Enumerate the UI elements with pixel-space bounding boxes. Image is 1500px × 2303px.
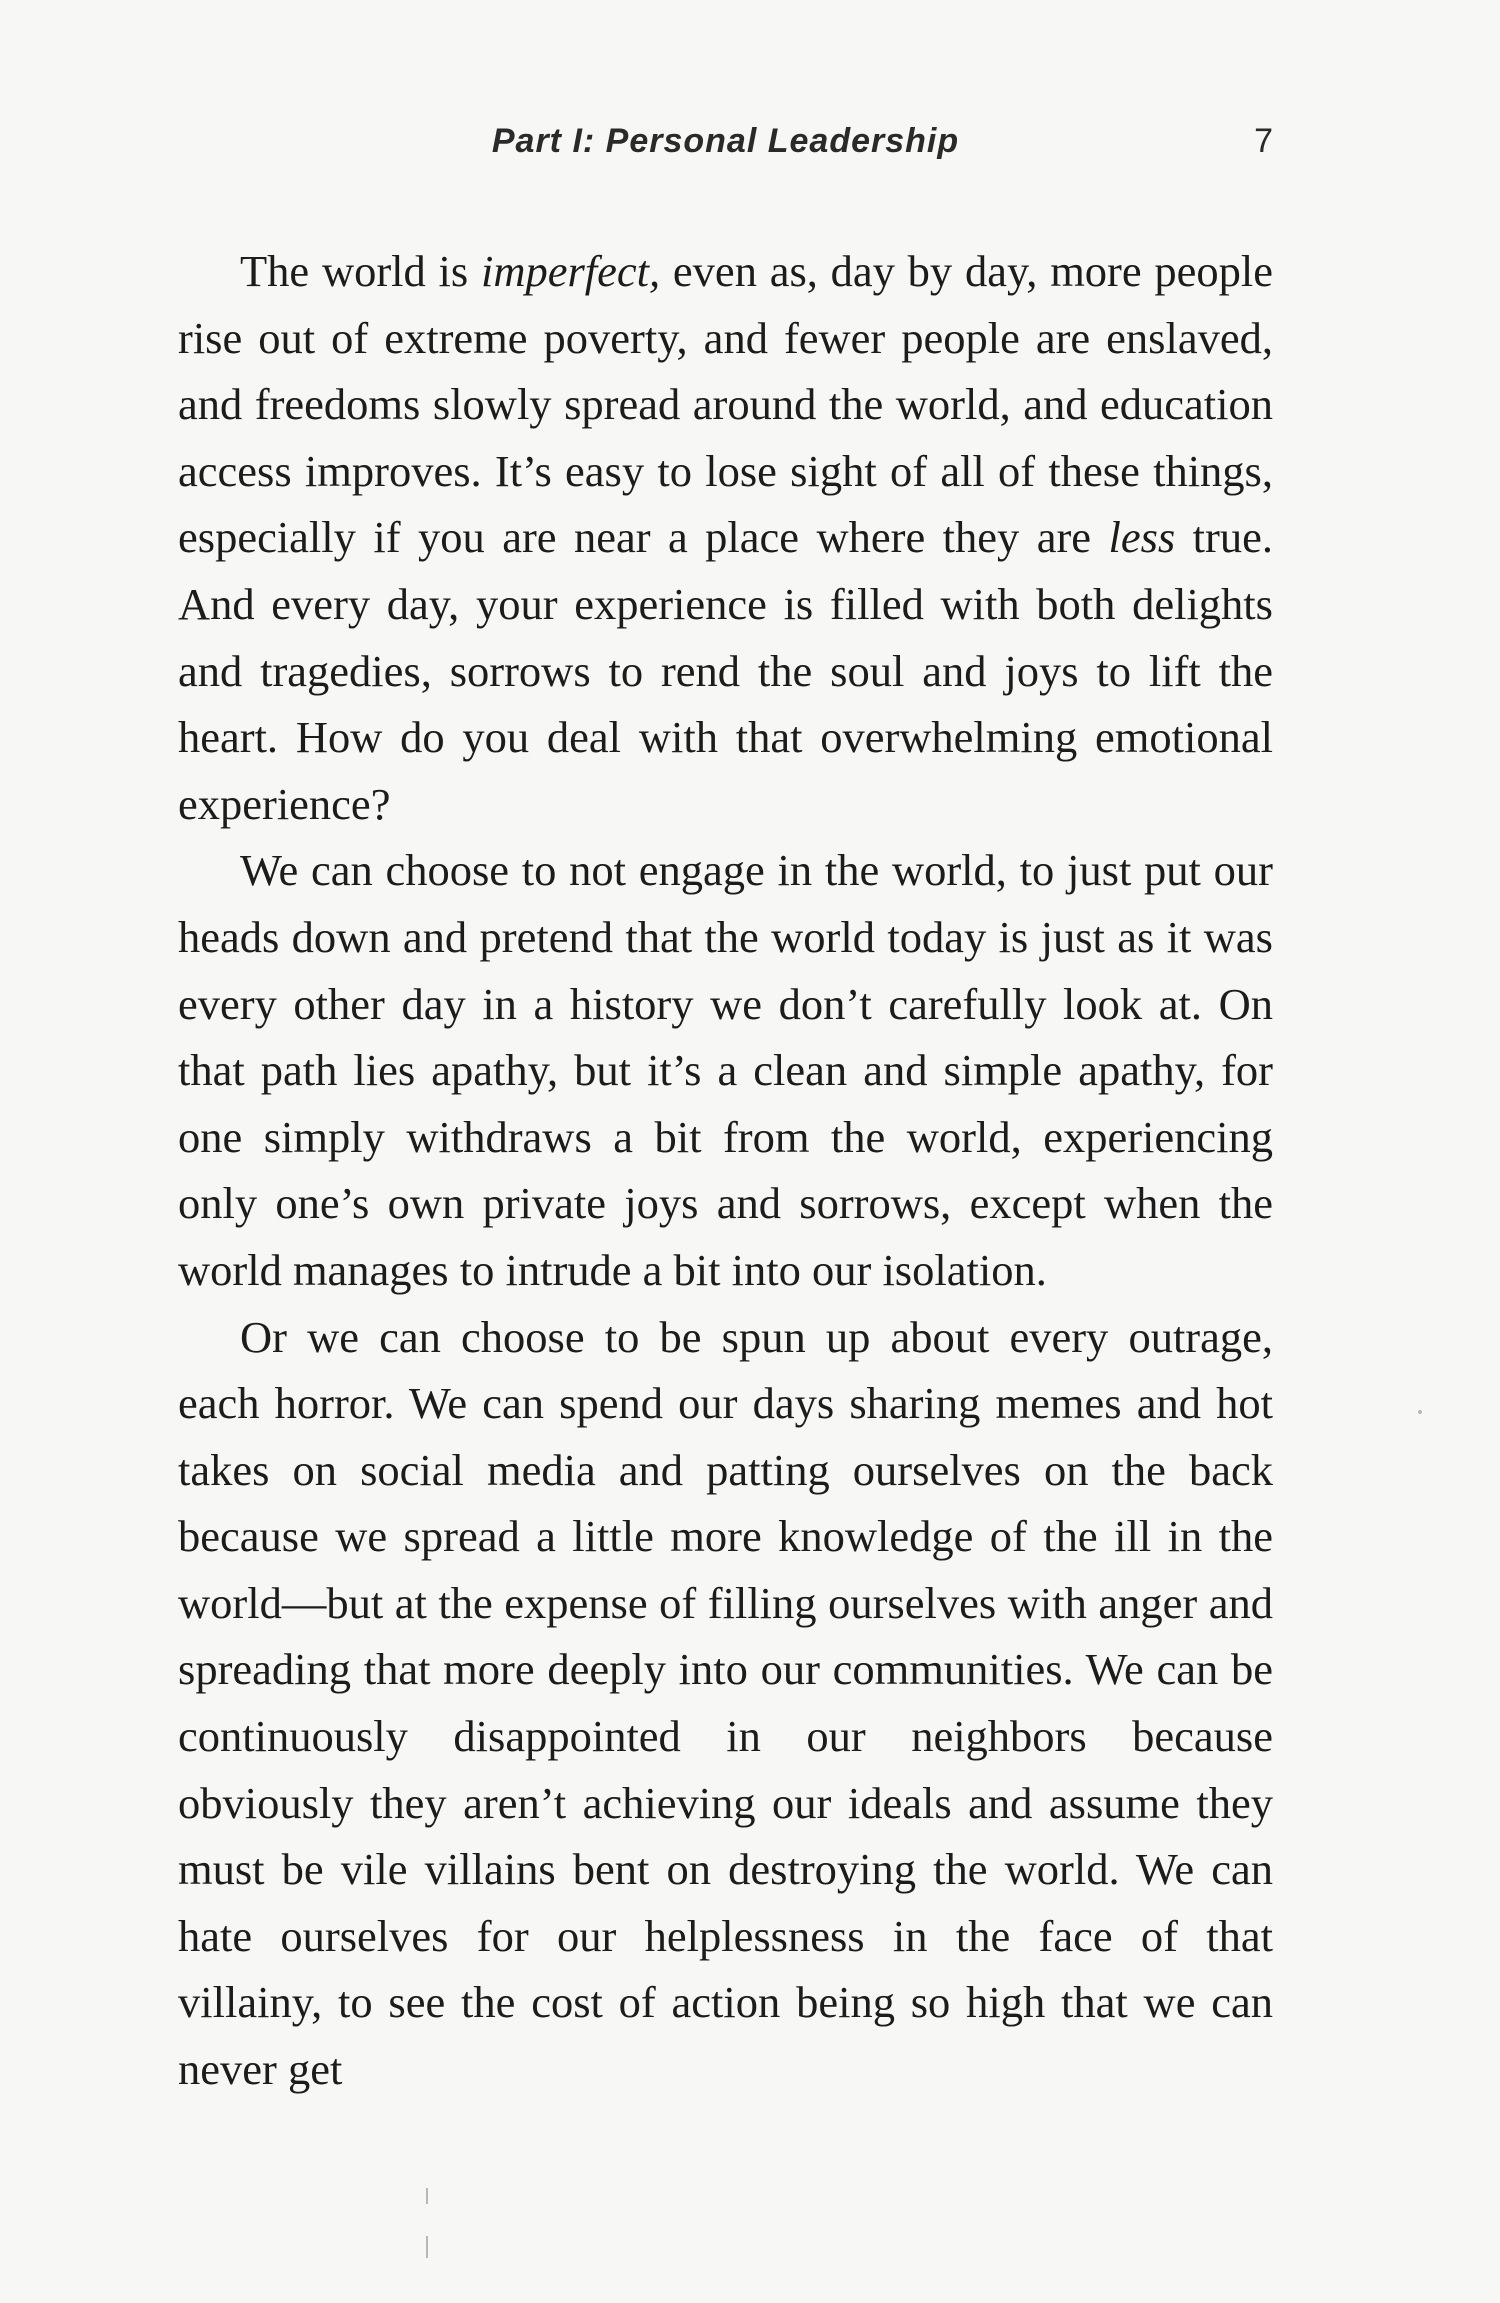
paragraph-1-segment: The world is (240, 246, 481, 296)
paragraph-3 (178, 1304, 1273, 2103)
paragraph-2-segment: We can choose to not engage in the world, to just put our heads down and pretend that the world today is just as it was every other day in a history we don’t carefully look at. On that path lies apathy, but it’s a clean and simple apathy, for one simply withdraws a bit from the world, experiencing only one’s own private joys and sorrows, except when the world manages to intrude a bit into our isolation. (178, 845, 1273, 1295)
scan-speck (426, 2188, 428, 2204)
running-head (178, 122, 1273, 182)
body-text (178, 238, 1273, 2103)
page-number: 7 (1254, 122, 1273, 160)
paragraph-1-segment: true. And every day, your experience is filled with both delights and tragedies, sorrows to rend the soul and joys to lift the heart. How do you deal with that overwhelming emotional experience? (178, 512, 1273, 829)
scan-speck (1418, 1410, 1422, 1414)
paragraph-2 (178, 837, 1273, 1303)
paragraph-1 (178, 238, 1273, 837)
paragraph-1-italic-imperfect: imperfect, (480, 246, 661, 296)
running-head-title: Part I: Personal Leadership (491, 122, 960, 160)
paragraph-1-italic-less: less (1108, 512, 1176, 563)
paragraph-1-segment: even as, day by day, more people rise out of extreme poverty, and fewer people are enslaved, and freedoms slowly spread around the world, and education access improves. It’s easy to lose sight of all of these things, especially if you are near a place where they are (178, 246, 1274, 563)
paragraph-3-segment: Or we can choose to be spun up about every outrage, each horror. We can spend our days sharing memes and hot takes on social media and patting ourselves on the back because we spread a little more knowledge of the ill in the world—but at the expense of filling ourselves with anger and spreading that more deeply into our communities. We can be continuously disappointed in our neighbors because obviously they aren’t achieving our ideals and assume they must be vile villains bent on destroying the world. We can hate ourselves for our helplessness in the face of that villainy, to see the cost of action being so high that we can never get (178, 1311, 1273, 2095)
scan-speck (426, 2236, 428, 2258)
